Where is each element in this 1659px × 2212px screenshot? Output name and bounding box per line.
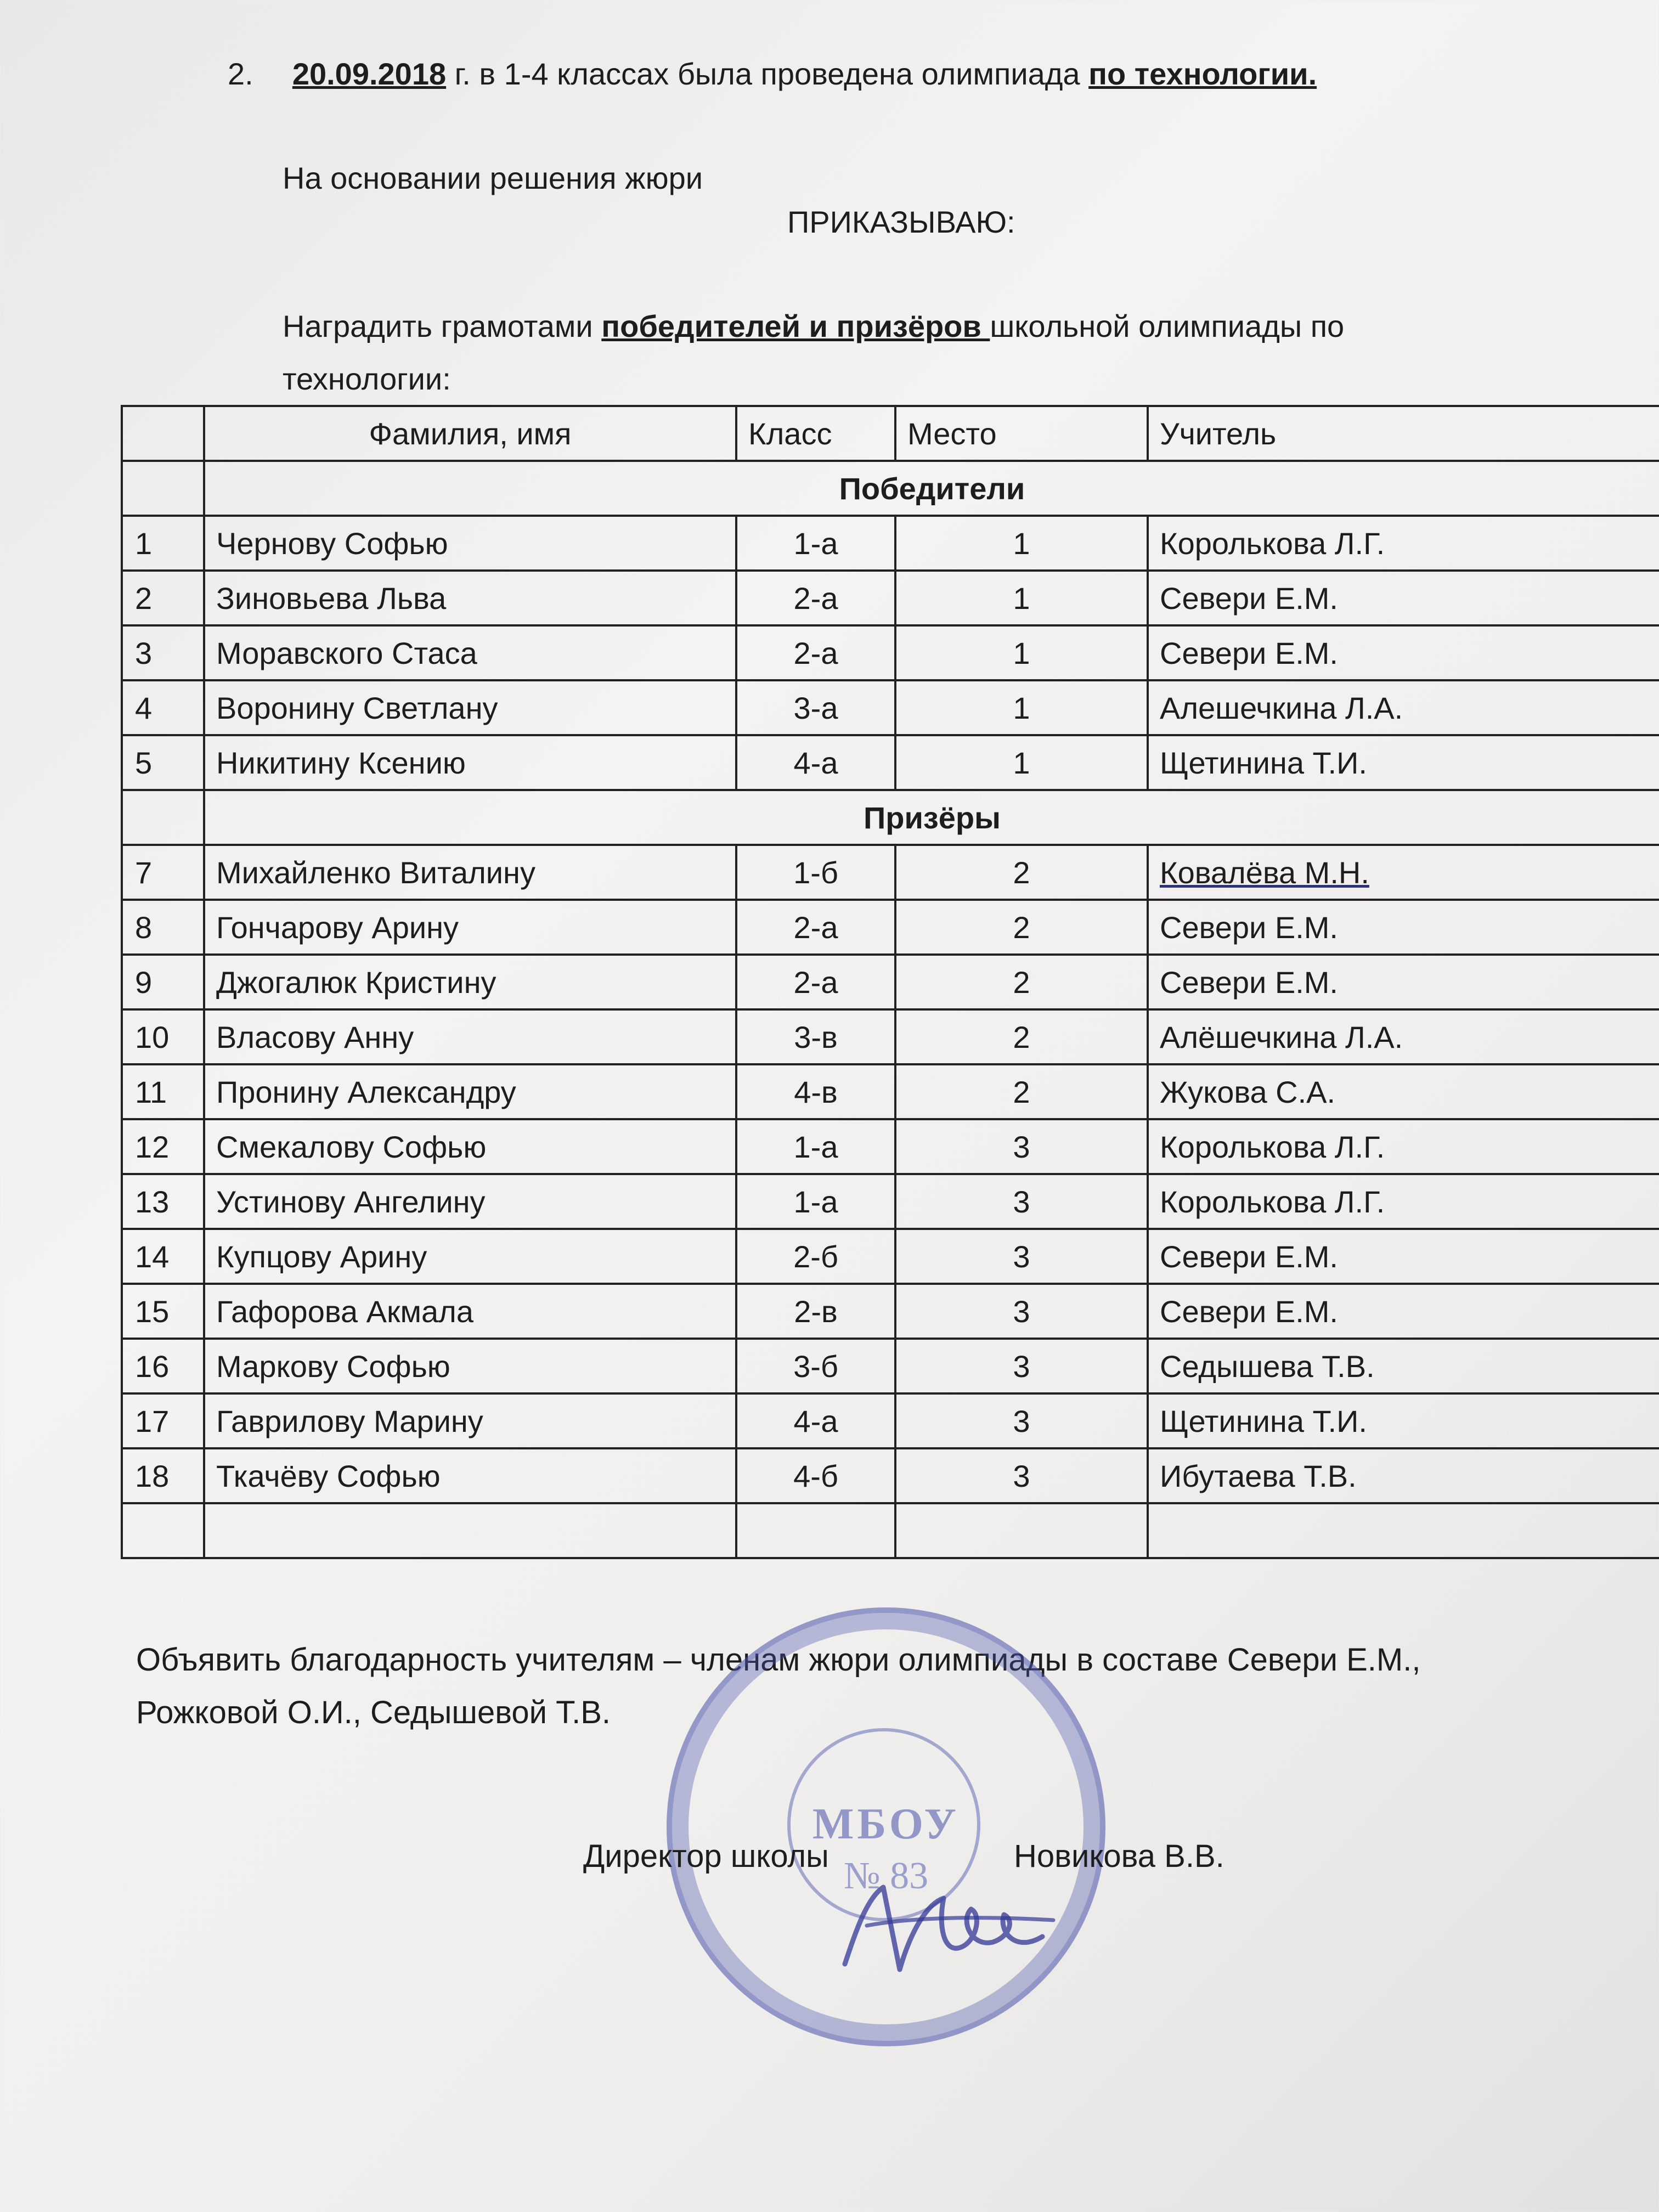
teacher-name: Севери Е.М. [1148, 955, 1659, 1009]
empty-cell [1148, 1503, 1659, 1558]
teacher-name: Ибутаева Т.В. [1148, 1448, 1659, 1503]
row-number: 7 [122, 845, 204, 900]
class-cell: 1-а [736, 516, 895, 571]
place-cell: 1 [895, 571, 1148, 625]
winners-section-row [122, 461, 1659, 516]
empty-cell [122, 1503, 204, 1558]
table-row [122, 1393, 1659, 1448]
class-cell: 3-б [736, 1339, 895, 1393]
place-cell: 1 [895, 735, 1148, 790]
row-number: 4 [122, 680, 204, 735]
table-row [122, 1119, 1659, 1174]
header-class: Класс [736, 406, 895, 461]
section-empty-cell [122, 461, 204, 516]
teacher-name: Алёшечкина Л.А. [1148, 1009, 1659, 1064]
row-number: 8 [122, 900, 204, 955]
place-cell: 3 [895, 1174, 1148, 1229]
order-word: ПРИКАЗЫВАЮ: [787, 205, 1015, 239]
place-cell: 2 [895, 1064, 1148, 1119]
section-empty-cell [122, 790, 204, 845]
teacher-name: Щетинина Т.И. [1148, 735, 1659, 790]
row-number: 10 [122, 1009, 204, 1064]
row-number: 11 [122, 1064, 204, 1119]
class-cell: 3-а [736, 680, 895, 735]
table-row [122, 625, 1659, 680]
basis-text: На основании решения жюри [283, 161, 703, 195]
class-cell: 2-а [736, 571, 895, 625]
table-header-row [122, 406, 1659, 461]
table-row [122, 735, 1659, 790]
student-name: Пронину Александру [204, 1064, 736, 1119]
header-number [122, 406, 204, 461]
class-cell: 1-а [736, 1174, 895, 1229]
event-description: г. в 1-4 классах была проведена олимпиада [446, 57, 1089, 91]
row-number: 18 [122, 1448, 204, 1503]
empty-cell [895, 1503, 1148, 1558]
empty-cell [204, 1503, 736, 1558]
order-item-line [228, 55, 1317, 93]
class-cell: 4-в [736, 1064, 895, 1119]
place-cell: 3 [895, 1448, 1148, 1503]
student-name: Зиновьева Льва [204, 571, 736, 625]
director-title: Директор школы [583, 1838, 829, 1874]
row-number: 17 [122, 1393, 204, 1448]
teacher-name: Алешечкина Л.А. [1148, 680, 1659, 735]
teacher-name: Седышева Т.В. [1148, 1339, 1659, 1393]
award-suffix: школьной олимпиады по [990, 309, 1345, 343]
student-name: Ткачёву Софью [204, 1448, 736, 1503]
class-cell: 2-б [736, 1229, 895, 1284]
row-number: 5 [122, 735, 204, 790]
item-number: 2. [228, 57, 253, 91]
empty-row [122, 1503, 1659, 1558]
row-number: 2 [122, 571, 204, 625]
student-name: Купцову Арину [204, 1229, 736, 1284]
table-row [122, 1064, 1659, 1119]
student-name: Гончарову Арину [204, 900, 736, 955]
teacher-name: Севери Е.М. [1148, 571, 1659, 625]
section-label: Победители [204, 461, 1659, 516]
table-row [122, 1339, 1659, 1393]
class-cell: 2-а [736, 625, 895, 680]
thanks-line-1: Объявить благодарность учителям – членам жюри олимпиады в составе Севери Е.М., [136, 1642, 1421, 1678]
teacher-name: Королькова Л.Г. [1148, 1174, 1659, 1229]
student-name: Власову Анну [204, 1009, 736, 1064]
table-row [122, 1229, 1659, 1284]
class-cell: 4-б [736, 1448, 895, 1503]
results-table [121, 405, 1659, 1559]
student-name: Воронину Светлану [204, 680, 736, 735]
place-cell: 2 [895, 1009, 1148, 1064]
row-number: 3 [122, 625, 204, 680]
header-teacher: Учитель [1148, 406, 1659, 461]
class-cell: 3-в [736, 1009, 895, 1064]
class-cell: 2-а [736, 955, 895, 1009]
table-row [122, 516, 1659, 571]
director-name: Новикова В.В. [1014, 1838, 1224, 1874]
teacher-name: Ковалёва М.Н. [1148, 845, 1659, 900]
table-row [122, 571, 1659, 625]
class-cell: 1-а [736, 1119, 895, 1174]
student-name: Устинову Ангелину [204, 1174, 736, 1229]
thanks-line-2: Рожковой О.И., Седышевой Т.В. [136, 1695, 611, 1730]
class-cell: 4-а [736, 735, 895, 790]
event-subject: по технологии. [1088, 57, 1317, 91]
table-row [122, 1009, 1659, 1064]
table-row [122, 1284, 1659, 1339]
teacher-name: Королькова Л.Г. [1148, 516, 1659, 571]
award-prefix: Наградить грамотами [283, 309, 602, 343]
header-name: Фамилия, имя [204, 406, 736, 461]
teacher-name: Жукова С.А. [1148, 1064, 1659, 1119]
row-number: 1 [122, 516, 204, 571]
place-cell: 1 [895, 680, 1148, 735]
stamp-number: № 83 [843, 1855, 929, 1897]
teacher-name: Щетинина Т.И. [1148, 1393, 1659, 1448]
award-emphasis: победителей и призёров [601, 309, 990, 343]
class-cell: 4-а [736, 1393, 895, 1448]
student-name: Гафорова Акмала [204, 1284, 736, 1339]
prizes-section-row [122, 790, 1659, 845]
award-line [283, 307, 1344, 346]
teacher-name: Севери Е.М. [1148, 900, 1659, 955]
teacher-name: Севери Е.М. [1148, 1284, 1659, 1339]
award-line-2: технологии: [283, 362, 451, 396]
teacher-name: Севери Е.М. [1148, 1229, 1659, 1284]
event-date: 20.09.2018 [292, 57, 447, 91]
row-number: 16 [122, 1339, 204, 1393]
row-number: 14 [122, 1229, 204, 1284]
teacher-name: Севери Е.М. [1148, 625, 1659, 680]
stamp-org: МБОУ [812, 1800, 960, 1848]
student-name: Маркову Софью [204, 1339, 736, 1393]
place-cell: 3 [895, 1339, 1148, 1393]
row-number: 12 [122, 1119, 204, 1174]
table-row [122, 1448, 1659, 1503]
place-cell: 2 [895, 900, 1148, 955]
empty-cell [736, 1503, 895, 1558]
student-name: Никитину Ксению [204, 735, 736, 790]
student-name: Гаврилову Марину [204, 1393, 736, 1448]
table-body [122, 461, 1659, 1558]
student-name: Михайленко Виталину [204, 845, 736, 900]
student-name: Смекалову Софью [204, 1119, 736, 1174]
row-number: 13 [122, 1174, 204, 1229]
student-name: Чернову Софью [204, 516, 736, 571]
row-number: 9 [122, 955, 204, 1009]
place-cell: 2 [895, 845, 1148, 900]
class-cell: 1-б [736, 845, 895, 900]
table-row [122, 845, 1659, 900]
place-cell: 3 [895, 1393, 1148, 1448]
place-cell: 1 [895, 625, 1148, 680]
director-signature [834, 1865, 1064, 1991]
place-cell: 3 [895, 1229, 1148, 1284]
table-row [122, 680, 1659, 735]
place-cell: 1 [895, 516, 1148, 571]
row-number: 15 [122, 1284, 204, 1339]
header-place: Место [895, 406, 1148, 461]
place-cell: 3 [895, 1284, 1148, 1339]
table-row [122, 900, 1659, 955]
section-label: Призёры [204, 790, 1659, 845]
table-row [122, 1174, 1659, 1229]
place-cell: 2 [895, 955, 1148, 1009]
class-cell: 2-в [736, 1284, 895, 1339]
place-cell: 3 [895, 1119, 1148, 1174]
student-name: Джогалюк Кристину [204, 955, 736, 1009]
table-row [122, 955, 1659, 1009]
student-name: Моравского Стаса [204, 625, 736, 680]
teacher-name: Королькова Л.Г. [1148, 1119, 1659, 1174]
class-cell: 2-а [736, 900, 895, 955]
